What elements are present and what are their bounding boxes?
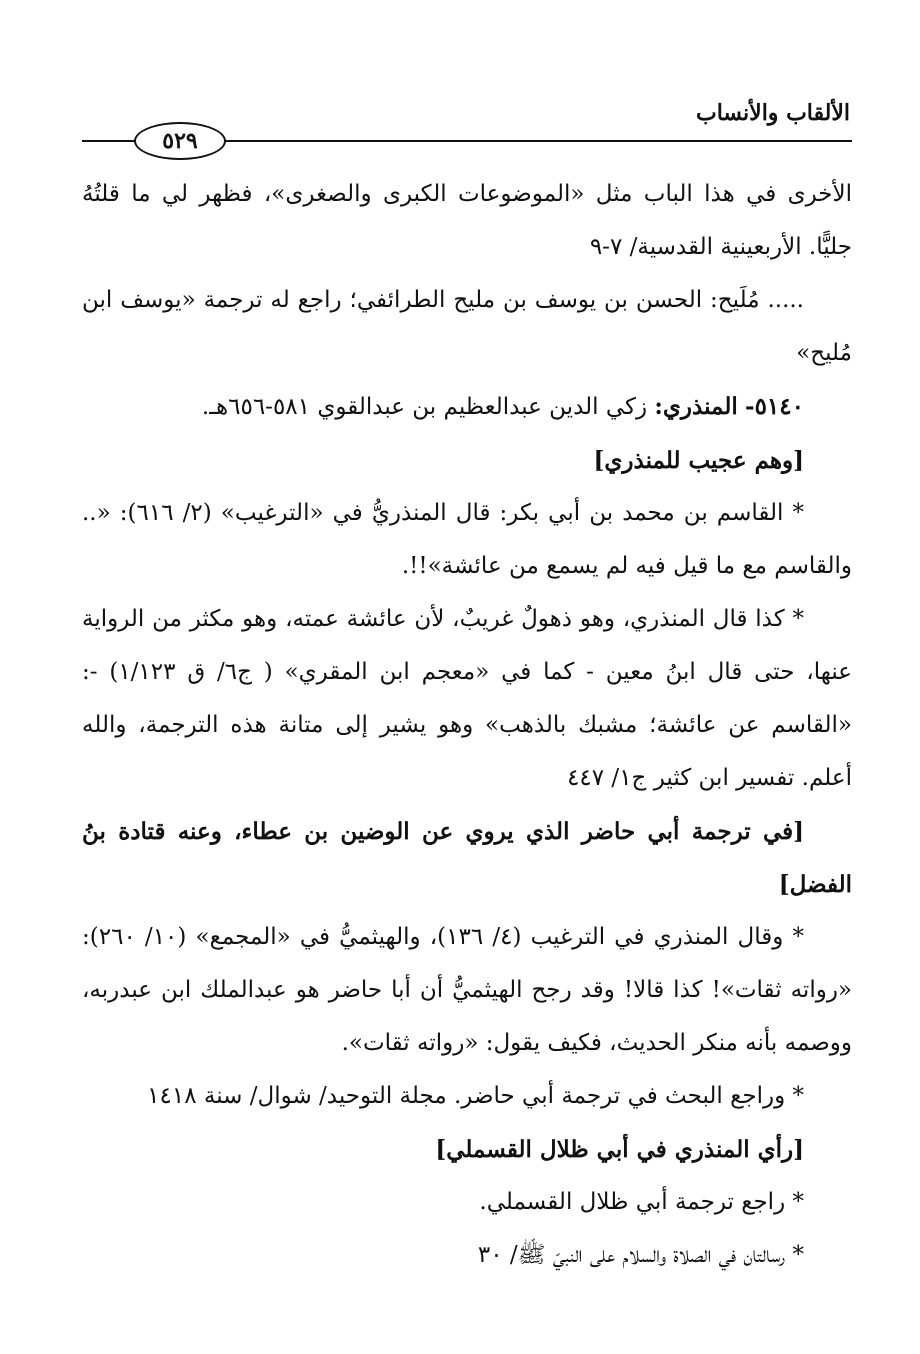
paragraph-entry-mulayh: ..... مُلَيح: الحسن بن يوسف بن مليح الطرائفي؛ راجع له ترجمة «يوسف ابن مُليح»	[82, 287, 852, 366]
page-number-badge: ٥٢٩	[134, 122, 226, 160]
paragraph-qasim: * القاسم بن محمد بن أبي بكر: قال المنذريُّ في «الترغيب» (٢/ ٦١٦): «.. والقاسم مع ما قيل فيه لم يسمع من عائشة»!!.	[82, 500, 852, 579]
paragraph-comment-mundhiri: * كذا قال المنذري، وهو ذهولٌ غريبٌ، لأن عائشة عمته، وهو مكثر من الرواية عنها، حتى قال ابنُ معين - كما في «معجم ابن المقري» ( ج٦/ ق ١/١٢٣) -: «القاسم عن عائشة؛ مشبك بالذهب» وهو يشير إلى متانة هذه الترجمة، والله أعلم. تفسير ابن كثير ج١/ ٤٤٧	[82, 606, 852, 791]
section-heading-abi-hadir: [في ترجمة أبي حاضر الذي يروي عن الوضين بن عطاء، وعنه قتادة بنُ الفضل]	[82, 818, 852, 898]
running-header-title: الألقاب والأنساب	[695, 100, 850, 126]
paragraph-abi-zilal: * راجع ترجمة أبي ظلال القسملي.	[479, 1189, 804, 1215]
paragraph-continuation: الأخرى في هذا الباب مثل «الموضوعات الكبرى والصغرى»، فظهر لي ما قلتُهُ جليًّا. الأربعينية القدسية/ ٧-٩	[82, 181, 852, 260]
paragraph-two-treatises: * رسالتان في الصلاة والسلام على النبيّ ﷺ/ ٣٠	[477, 1242, 804, 1268]
body-text	[82, 168, 852, 1282]
entry-number: ٥١٤٠-	[745, 393, 804, 420]
entry-lemma: المنذري:	[654, 393, 738, 420]
paragraph-entry-5140	[82, 380, 852, 434]
section-heading-abi-zilal: [رأي المنذري في أبي ظلال القسملي]	[435, 1136, 804, 1163]
section-heading-strange-error: [وهم عجيب للمنذري]	[593, 447, 804, 474]
entry-text: زكي الدين عبدالعظيم بن عبدالقوي ٥٨١-٦٥٦هـ.	[201, 394, 655, 420]
paragraph-targhib: * وقال المنذري في الترغيب (٤/ ١٣٦)، والهيثميُّ في «المجمع» (١٠/ ٢٦٠): «رواته ثقات»! كذا قالا! وقد رجح الهيثميُّ أن أبا حاضر هو عبدالملك ابن عبدربه، ووصمه بأنه منكر الحديث، فكيف يقول: «رواته ثقات».	[82, 924, 852, 1056]
paragraph-tawhid-journal: * وراجع البحث في ترجمة أبي حاضر. مجلة التوحيد/ شوال/ سنة ١٤١٨	[147, 1083, 804, 1109]
